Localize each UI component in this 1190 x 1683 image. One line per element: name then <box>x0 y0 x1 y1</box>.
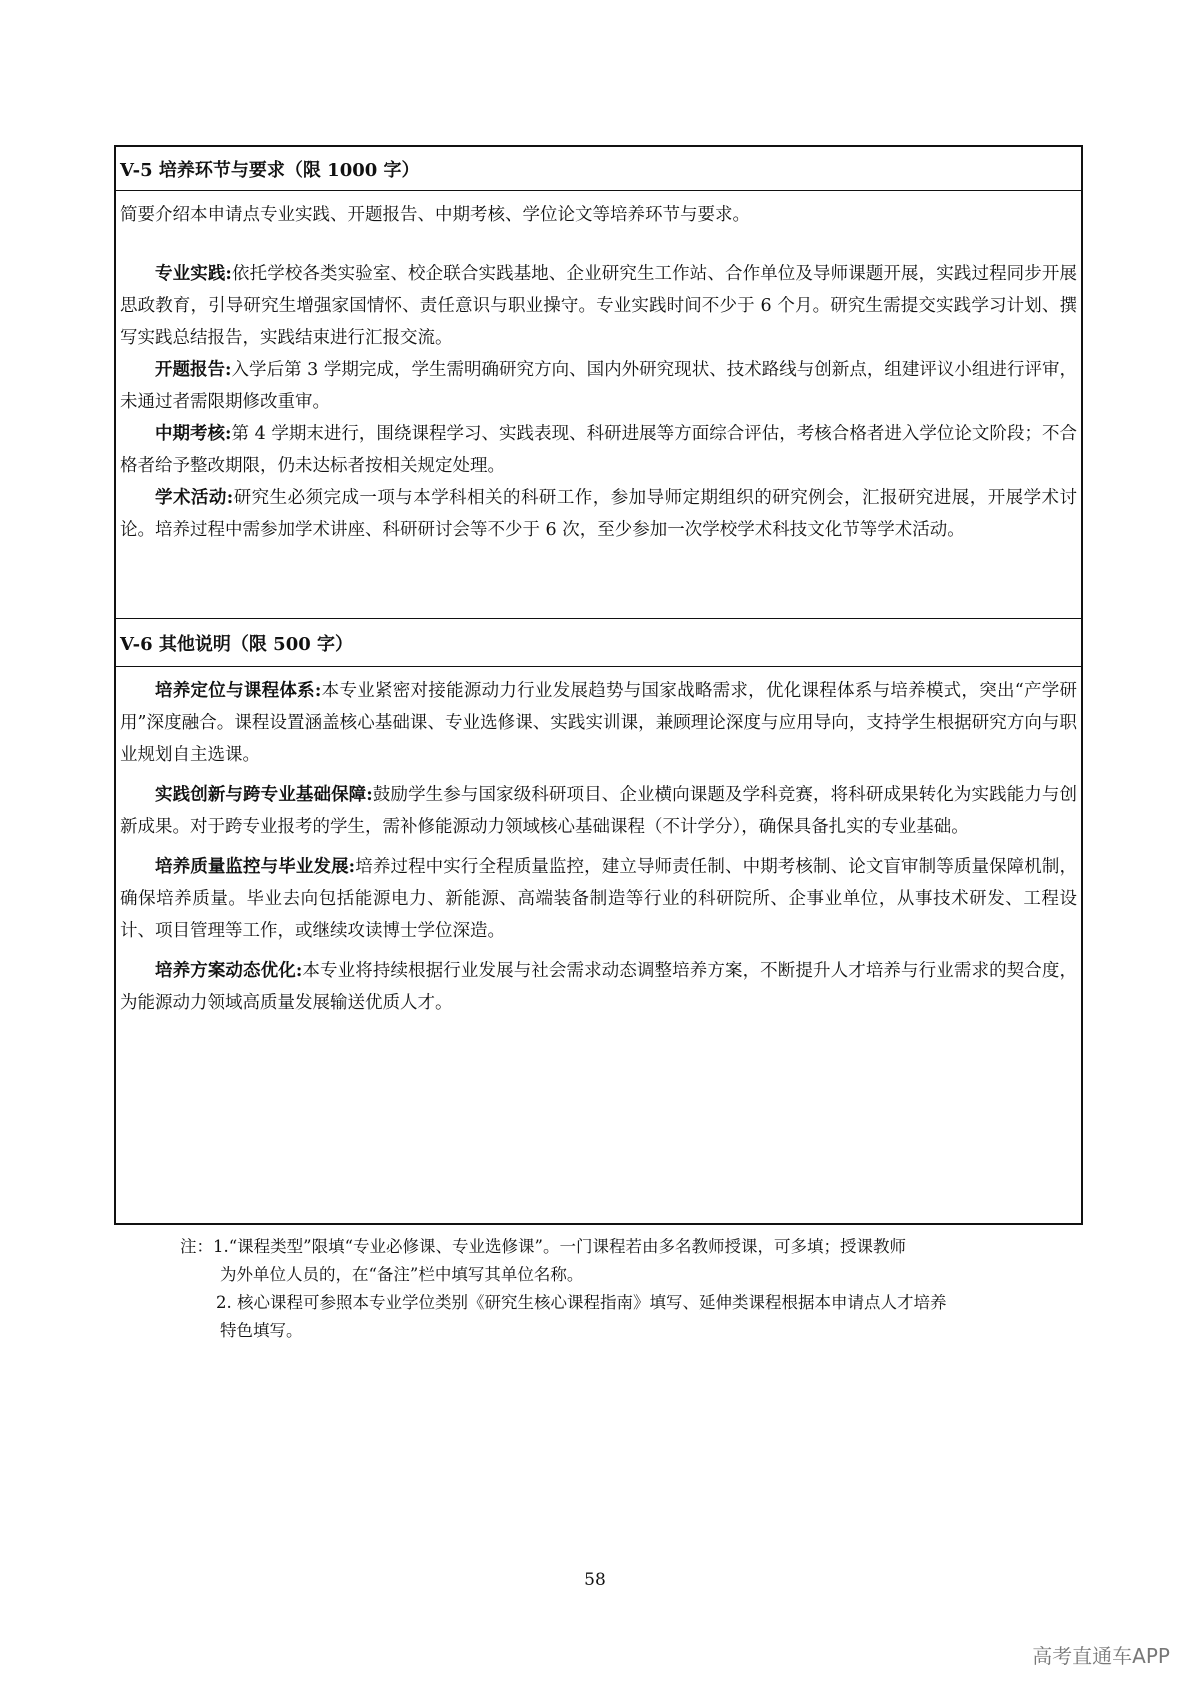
application-form-table <box>114 145 1083 1225</box>
positioning-paragraph: 培养定位与课程体系:本专业紧密对接能源动力行业发展趋势与国家战略需求，优化课程体系与培养模式，突出“产学研用”深度融合。课程设置涵盖核心基础课、专业选修课、实践实训课，兼顾理论深度与应用导向，支持学生根据研究方向与职业规划自主选课。 <box>120 681 1077 765</box>
page-number: 58 <box>584 1570 606 1590</box>
practice-paragraph: 专业实践:依托学校各类实验室、校企联合实践基地、企业研究生工作站、合作单位及导师课题开展，实践过程同步开展思政教育，引导研究生增强家国情怀、责任意识与职业操守。专业实践时间不少于 6 个月。研究生需提交实践学习计划、撰写实践总结报告，实践结束进行汇报交流。 <box>120 264 1077 348</box>
note-2: 2. 核心课程可参照本专业学位类别《研究生核心课程指南》填写、延伸类课程根据本申请点人才培养 <box>216 1293 947 1312</box>
midterm-paragraph: 中期考核:第 4 学期末进行，围绕课程学习、实践表现、科研进展等方面综合评估，考核合格者进入学位论文阶段；不合格者给予整改期限，仍未达标者按相关规定处理。 <box>120 424 1077 476</box>
watermark: 高考直通车APP <box>1032 1644 1170 1668</box>
note-1: 注：1.“课程类型”限填“专业必修课、专业选修课”。一门课程若由多名教师授课，可多填；授课教师 <box>180 1237 906 1256</box>
section-v6-body <box>116 667 1081 1223</box>
quality-paragraph: 培养质量监控与毕业发展:培养过程中实行全程质量监控，建立导师责任制、中期考核制、论文盲审制等质量保障机制，确保培养质量。毕业去向包括能源电力、新能源、高端装备制造等行业的科研院所、企事业单位，从事技术研发、工程设计、项目管理等工作，或继续攻读博士学位深造。 <box>120 857 1077 941</box>
section-v5-body <box>116 191 1081 619</box>
section-v6-title: V-6 其他说明（限 500 字） <box>120 633 354 655</box>
section-v5-intro: 简要介绍本申请点专业实践、开题报告、中期考核、学位论文等培养环节与要求。 <box>120 205 750 225</box>
footnotes <box>180 1233 1020 1345</box>
proposal-paragraph: 开题报告:入学后第 3 学期完成，学生需明确研究方向、国内外研究现状、技术路线与创新点，组建评议小组进行评审，未通过者需限期修改重审。 <box>120 360 1077 412</box>
optimization-paragraph: 培养方案动态优化:本专业将持续根据行业发展与社会需求动态调整培养方案，不断提升人才培养与行业需求的契合度，为能源动力领域高质量发展输送优质人才。 <box>120 961 1077 1013</box>
section-v6-header <box>116 619 1081 667</box>
section-v5-title: V-5 培养环节与要求（限 1000 字） <box>120 159 420 181</box>
note-1-cont: 为外单位人员的，在“备注”栏中填写其单位名称。 <box>220 1265 584 1284</box>
innovation-paragraph: 实践创新与跨专业基础保障:鼓励学生参与国家级科研项目、企业横向课题及学科竞赛，将科研成果转化为实践能力与创新成果。对于跨专业报考的学生，需补修能源动力领域核心基础课程（不计学分），确保具备扎实的专业基础。 <box>120 785 1078 837</box>
academic-paragraph: 学术活动:研究生必须完成一项与本学科相关的科研工作，参加导师定期组织的研究例会，汇报研究进展，开展学术讨论。培养过程中需参加学术讲座、科研研讨会等不少于 6 次，至少参加一次学校学术科技文化节等学术活动。 <box>120 488 1078 540</box>
note-2-cont: 特色填写。 <box>220 1321 303 1340</box>
section-v5-header <box>116 147 1081 191</box>
